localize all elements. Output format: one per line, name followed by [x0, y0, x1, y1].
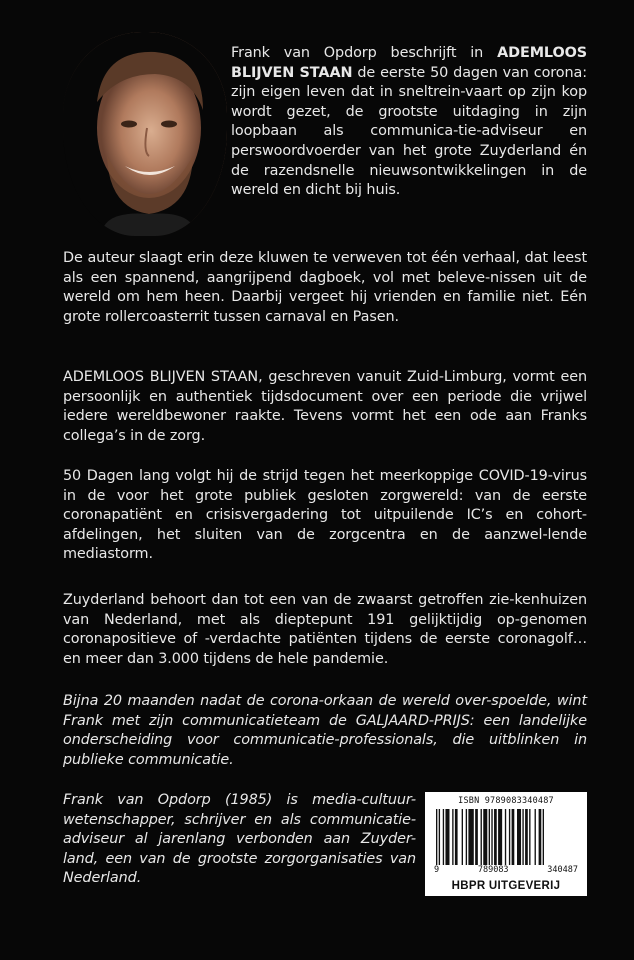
isbn-barcode-box: [425, 792, 587, 896]
paragraph-auteur: De auteur slaagt erin deze kluwen te verweven tot één verhaal, dat leest als een spannend, aangrijpend dagboek, vol met beleve-nissen uit de wereld om hem heen. Daarbij vergeet hij vrienden en familie niet. Eén grote rollercoasterrit tussen carnaval en Pasen.: [63, 250, 587, 325]
author-photo: [63, 32, 227, 236]
paragraph-galjaardprijs: Bijna 20 maanden nadat de corona-orkaan de wereld over-spoelde, wint Frank met zijn communicatieteam de GALJAARD-PRIJS: een landelijke onderscheiding voor communicatie-professionals, die uitblinken in publieke communicatie.: [63, 693, 587, 768]
paragraph-zuyderland: Zuyderland behoort dan tot een van de zwaarst getroffen zie-kenhuizen van Nederland, met als dieptepunt 191 gelijktijdig op-genomen coronapositieve of -verdachte patiënten tijdens de eerste coronagolf… en meer dan 3.000 tijdens de hele pandemie.: [63, 592, 587, 667]
intro-text-end: de eerste 50 dagen van corona: zijn eigen leven dat in sneltrein-vaart op zijn kop wordt gezet, de grootste uitdaging in zijn loopbaan als communica-tie-adviseur en perswoordvoerder van het grote Zuyderland én de razendsnelle nieuwsontwikkelingen in de wereld en dicht bij huis.: [231, 64, 587, 199]
barcode-digit-first: 9: [434, 865, 440, 875]
barcode-digits: [433, 865, 579, 876]
author-portrait-image: [63, 32, 227, 236]
barcode-icon: [433, 809, 579, 865]
barcode-digits-left: 789083: [477, 865, 509, 875]
paragraph-covid: 50 Dagen lang volgt hij de strijd tegen het meerkoppige COVID-19-virus in de voor het grote publiek gesloten zorgwereld: van de eerste coronapatiënt en crisisvergadering tot uitpuilende IC’s en cohort-afdelingen, het sluiten van de zorgcentra en de aanzwel-lende mediastorm.: [63, 468, 587, 563]
publisher-name: HBPR UITGEVERIJ: [451, 880, 561, 892]
paragraph-tijdsdocument: ADEMLOOS BLIJVEN STAAN, geschreven vanuit Zuid-Limburg, vormt een persoonlijk en authentiek tijdsdocument over een periode die vrijwel iedere wereldbewoner raakte. Tevens vormt het een ode aan Franks collega’s in de zorg.: [63, 369, 587, 444]
intro-paragraph: [231, 44, 587, 201]
intro-text-start: Frank van Opdorp beschrijft in: [231, 45, 498, 61]
isbn-label: ISBN 9789083340487: [458, 796, 554, 806]
author-bio: Frank van Opdorp (1985) is media-cultuur-wetenschapper, schrijver en als communicatie-adviseur al jarenlang verbonden aan Zuyder-land, een van de grootste zorgorganisaties van Nederland.: [63, 792, 416, 887]
barcode-digits-right: 340487: [547, 865, 578, 875]
book-title-bold: ADEMLOOS BLIJVEN STAAN: [231, 45, 587, 81]
